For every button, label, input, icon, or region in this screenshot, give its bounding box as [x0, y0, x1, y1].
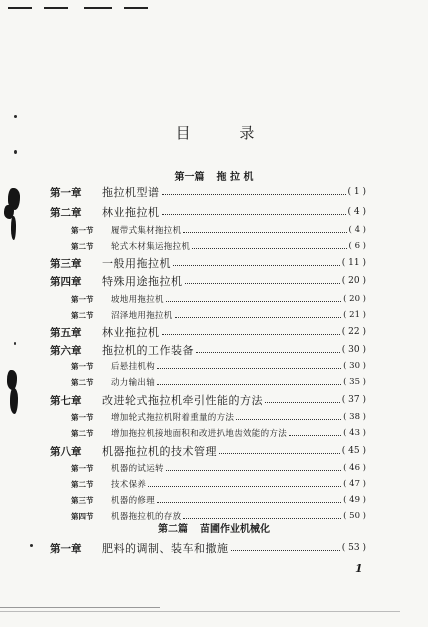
entry-page: ( 49 ) — [343, 495, 366, 505]
dot-leader — [185, 281, 340, 284]
entry-page: ( 11 ) — [341, 258, 366, 268]
dot-leader — [166, 299, 341, 302]
entry-number: 第一节 — [71, 463, 94, 473]
part-title — [0, 520, 428, 535]
entry-title: 增加拖拉机接地面积和改进扒地齿效能的方法 — [111, 429, 288, 439]
part-label: 第一篇 — [174, 172, 205, 183]
part-name: 拖 拉 机 — [216, 172, 254, 183]
toc-chapter-entry — [0, 342, 428, 358]
toc-section-entry — [0, 222, 428, 238]
entry-number: 第三节 — [71, 495, 94, 505]
entry-page: ( 21 ) — [343, 310, 366, 320]
dot-leader — [148, 484, 341, 487]
entry-page: ( 46 ) — [343, 463, 366, 473]
entry-title: 机器拖拉机的存放 — [111, 512, 182, 522]
scan-mark — [124, 7, 148, 9]
entry-title: 轮式木材集运拖拉机 — [111, 242, 191, 252]
entry-title: 履带式集材拖拉机 — [111, 226, 182, 236]
entry-title: 技术保养 — [111, 480, 147, 490]
entry-title: 动力输出轴 — [111, 378, 156, 388]
dot-leader — [162, 212, 346, 215]
entry-number: 第一章 — [50, 542, 82, 555]
scan-edge — [0, 607, 160, 608]
entry-number: 第一章 — [50, 186, 82, 199]
dot-leader — [289, 433, 341, 436]
entry-number: 第八章 — [50, 445, 82, 458]
entry-title: 机器的修理 — [111, 496, 156, 506]
entry-page: ( 53 ) — [341, 543, 366, 553]
toc-chapter-entry — [0, 324, 428, 340]
entry-page: ( 20 ) — [343, 294, 366, 304]
scan-mark — [84, 7, 112, 9]
entry-title: 改进轮式拖拉机牵引性能的方法 — [102, 394, 263, 407]
entry-number: 第六章 — [50, 344, 82, 357]
dot-leader — [192, 246, 346, 249]
dot-leader — [157, 382, 341, 385]
entry-number: 第七章 — [50, 394, 82, 407]
toc-section-entry — [0, 492, 428, 508]
scan-mark — [44, 7, 68, 9]
entry-number: 第四章 — [50, 275, 82, 288]
entry-title: 特殊用途拖拉机 — [102, 275, 183, 288]
entry-page: ( 45 ) — [341, 446, 366, 456]
entry-number: 第一节 — [71, 412, 94, 422]
entry-title: 增加轮式拖拉机附着重量的方法 — [111, 413, 235, 423]
entry-number: 第一节 — [71, 225, 94, 235]
toc-section-entry — [0, 291, 428, 307]
entry-title: 坡地用拖拉机 — [111, 295, 164, 305]
toc-chapter-entry — [0, 255, 428, 271]
dot-leader — [236, 417, 341, 420]
entry-page: ( 43 ) — [343, 428, 366, 438]
dot-leader — [231, 548, 340, 551]
page-number: 1 — [355, 562, 363, 575]
dot-leader — [157, 366, 341, 369]
entry-title: 机器拖拉机的技术管理 — [102, 445, 217, 458]
entry-page: ( 4 ) — [347, 207, 366, 217]
scan-speck — [14, 150, 17, 154]
toc-chapter-entry — [0, 184, 428, 200]
dot-leader — [183, 230, 346, 233]
part-label: 第二篇 — [158, 524, 188, 535]
entry-page: ( 38 ) — [343, 412, 366, 422]
entry-number: 第四节 — [71, 511, 94, 521]
toc-section-entry — [0, 460, 428, 476]
entry-page: ( 4 ) — [348, 225, 366, 235]
scan-edge — [0, 611, 400, 612]
entry-page: ( 50 ) — [343, 511, 366, 521]
dot-leader — [162, 192, 346, 195]
toc-chapter-entry — [0, 540, 428, 556]
dot-leader — [157, 500, 341, 503]
entry-page: ( 35 ) — [343, 377, 366, 387]
entry-title: 机器的试运转 — [111, 464, 164, 474]
toc-section-entry — [0, 476, 428, 492]
entry-number: 第二章 — [50, 206, 82, 219]
dot-leader — [175, 315, 342, 318]
dot-leader — [162, 332, 340, 335]
dot-leader — [173, 263, 340, 266]
entry-title: 林业拖拉机 — [102, 326, 160, 339]
scan-mark — [8, 7, 32, 9]
entry-number: 第二节 — [71, 479, 94, 489]
entry-page: ( 1 ) — [347, 187, 366, 197]
entry-title: 沼泽地用拖拉机 — [111, 311, 173, 321]
entry-number: 第二节 — [71, 241, 94, 251]
entry-title: 拖拉机的工作装备 — [102, 344, 194, 357]
entry-page: ( 37 ) — [341, 395, 366, 405]
scan-speck — [14, 115, 17, 118]
entry-number: 第五章 — [50, 326, 82, 339]
entry-number: 第二节 — [71, 428, 94, 438]
entry-page: ( 47 ) — [343, 479, 366, 489]
toc-chapter-entry — [0, 204, 428, 220]
part-name: 苗圃作业机械化 — [200, 524, 270, 535]
entry-number: 第二节 — [71, 377, 94, 387]
entry-page: ( 22 ) — [341, 327, 366, 337]
entry-page: ( 30 ) — [343, 361, 366, 371]
dot-leader — [166, 468, 341, 471]
toc-section-entry — [0, 425, 428, 441]
toc-title: 目 录 — [175, 124, 277, 142]
entry-number: 第一节 — [71, 361, 94, 371]
dot-leader — [265, 400, 340, 403]
dot-leader — [183, 516, 341, 519]
part-title — [0, 168, 428, 183]
entry-number: 第三章 — [50, 257, 82, 270]
entry-title: 肥料的调制、装车和撒施 — [102, 542, 229, 555]
toc-chapter-entry — [0, 443, 428, 459]
toc-section-entry — [0, 409, 428, 425]
dot-leader — [196, 350, 340, 353]
toc-chapter-entry — [0, 392, 428, 408]
toc-section-entry — [0, 307, 428, 323]
toc-chapter-entry — [0, 273, 428, 289]
entry-page: ( 20 ) — [341, 276, 366, 286]
toc-section-entry — [0, 358, 428, 374]
entry-number: 第二节 — [71, 310, 94, 320]
entry-title: 一般用拖拉机 — [102, 257, 171, 270]
toc-section-entry — [0, 238, 428, 254]
entry-page: ( 6 ) — [348, 241, 366, 251]
entry-title: 林业拖拉机 — [102, 206, 160, 219]
entry-title: 拖拉机型谱 — [102, 186, 160, 199]
dot-leader — [219, 451, 340, 454]
toc-section-entry — [0, 374, 428, 390]
entry-title: 后悬挂机构 — [111, 362, 156, 372]
entry-page: ( 30 ) — [341, 345, 366, 355]
entry-number: 第一节 — [71, 294, 94, 304]
